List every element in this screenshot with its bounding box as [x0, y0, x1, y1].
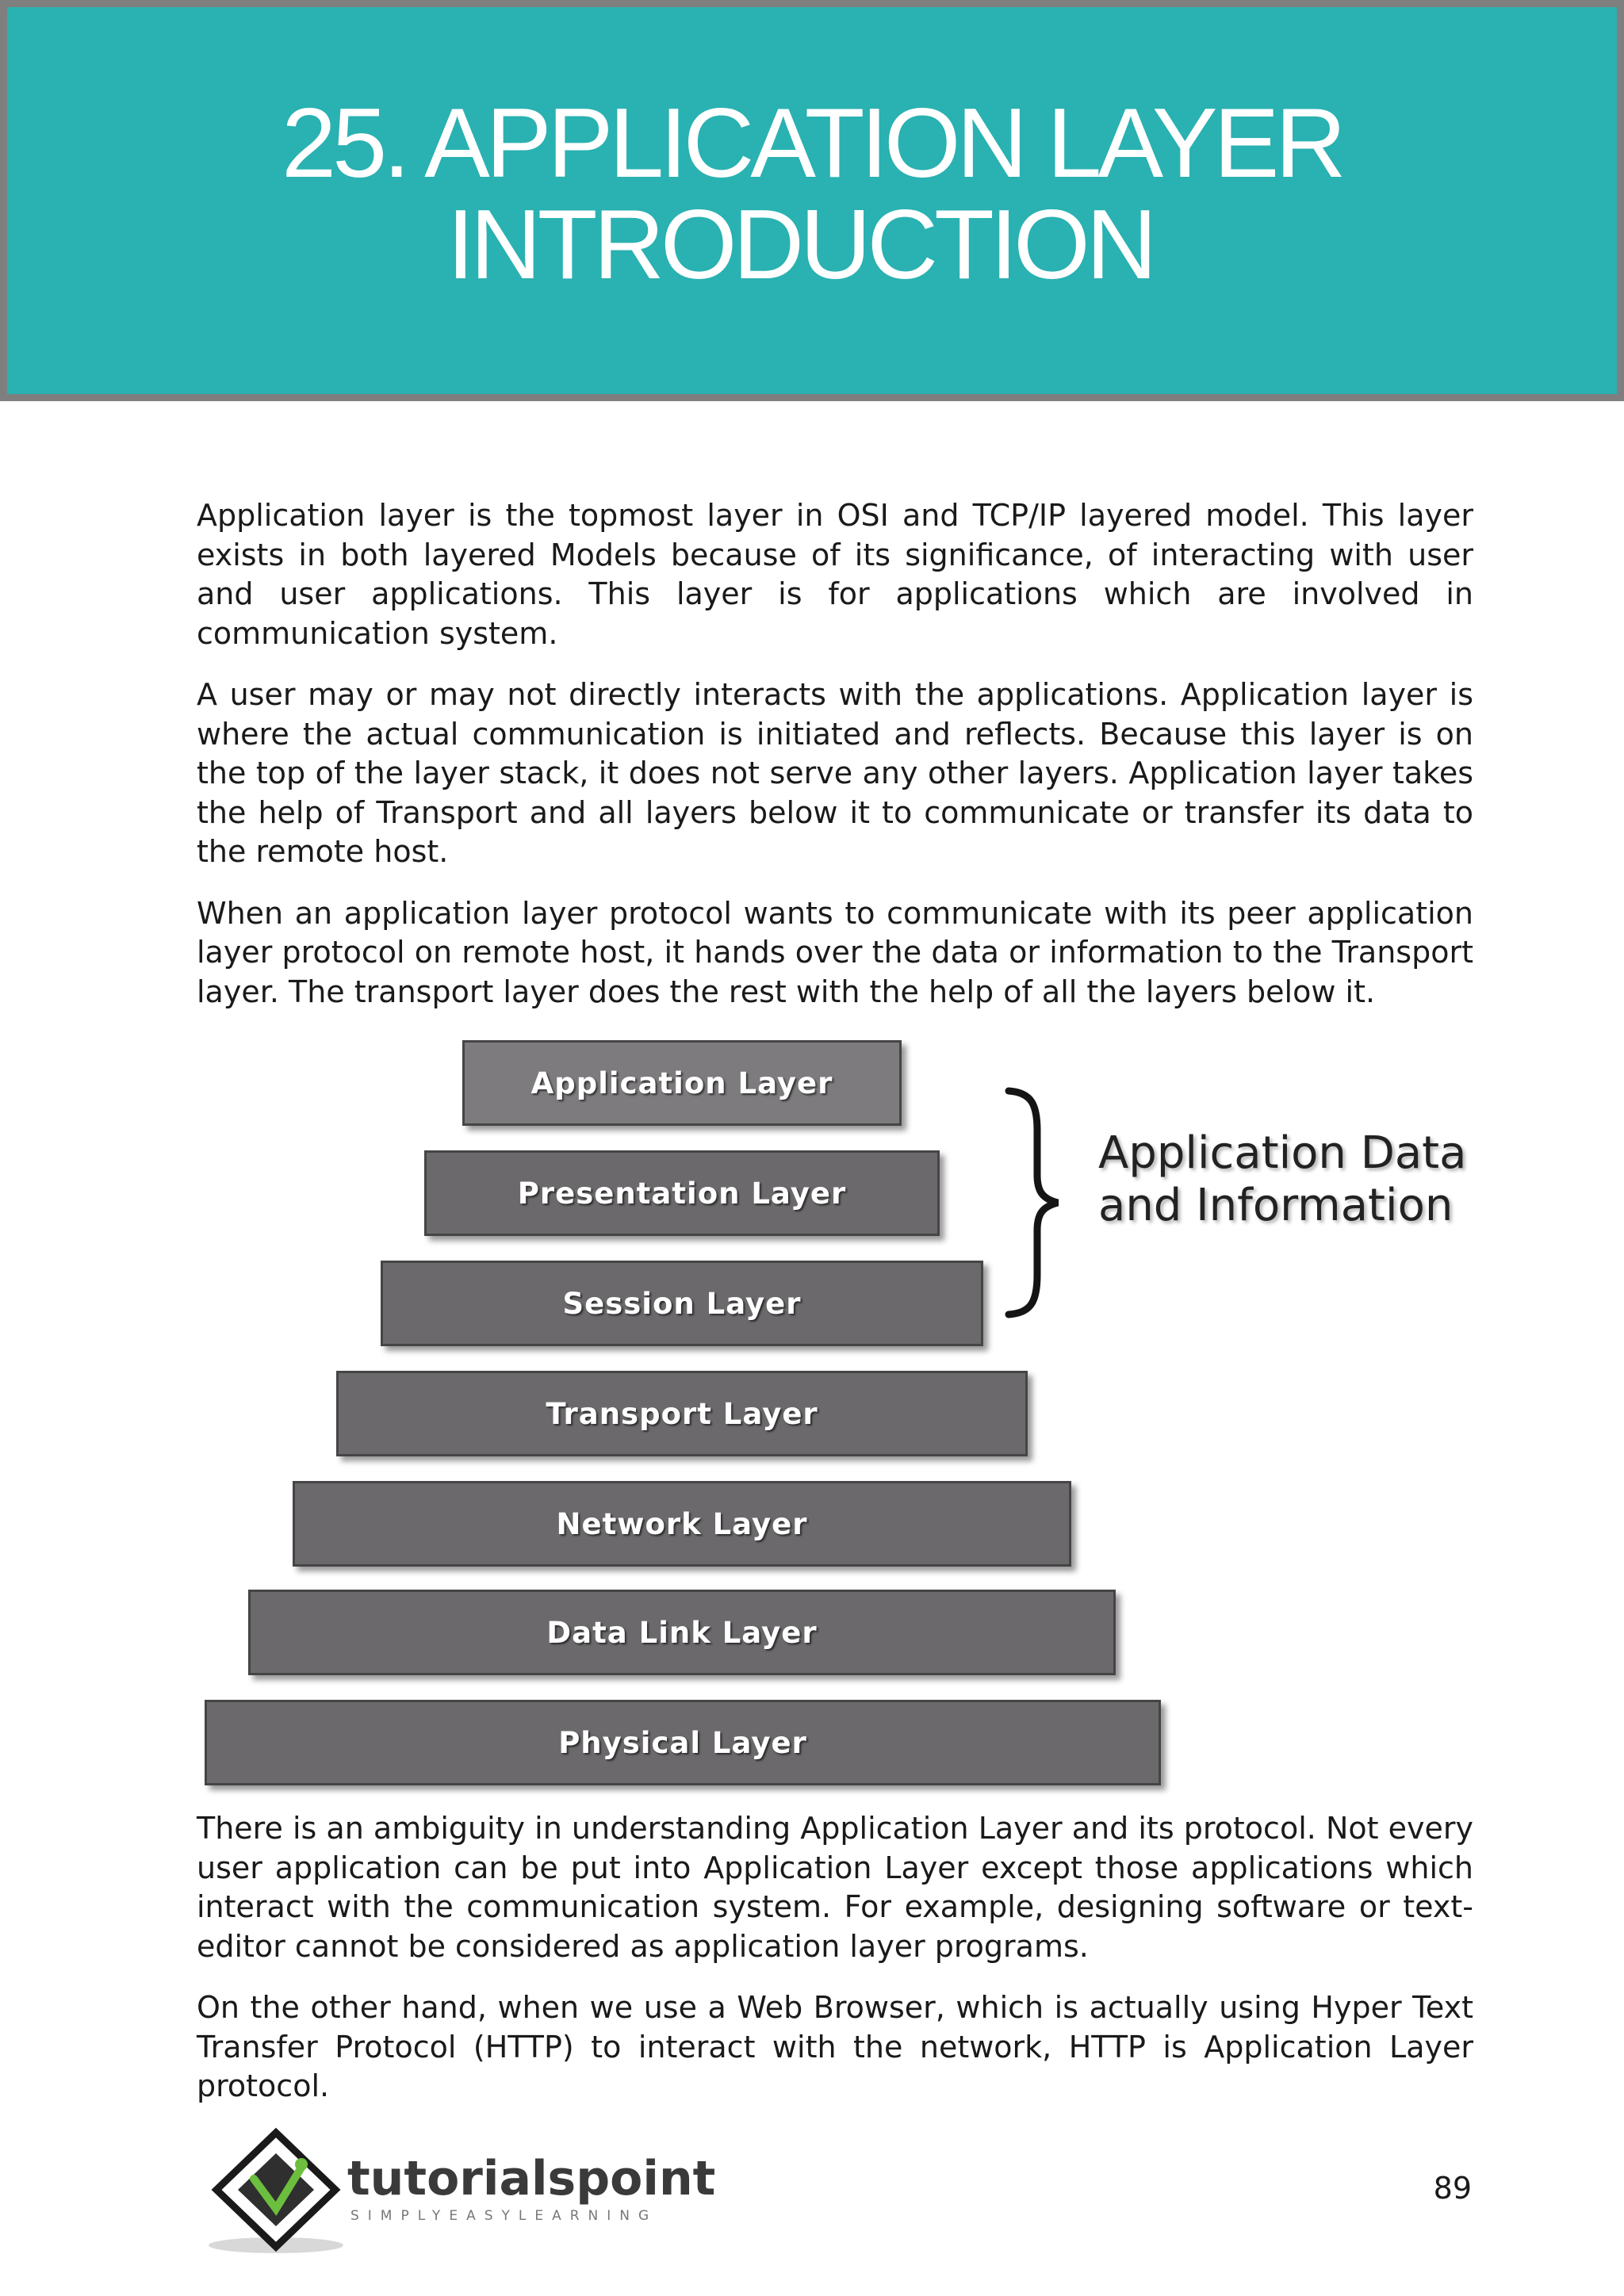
tutorialspoint-logo — [205, 2126, 720, 2253]
annotation-line1: Application Data — [1098, 1127, 1467, 1179]
application-layer-box — [462, 1040, 902, 1126]
paragraph: There is an ambiguity in understanding Application Layer and its protocol. Not every user application can be put into Application Layer except those applications which interact with the communication system. For example, designing software or text-editor cannot be considered as application layer programs. — [197, 1811, 1473, 1964]
intro-text — [197, 496, 1473, 1034]
logo-tagline: SIMPLYEASYLEARNING — [350, 2208, 658, 2224]
curly-brace-icon — [998, 1080, 1069, 1326]
layer-label: Presentation Layer — [517, 1176, 847, 1211]
transport-layer-box — [336, 1371, 1028, 1456]
page-number: 89 — [1433, 2171, 1472, 2206]
session-layer-box — [381, 1261, 983, 1346]
paragraph: Application layer is the topmost layer in OSI and TCP/IP layered model. This layer exists in both layered Models because of its significance, of interacting with user and user applications. This layer is for applications which are involved in communication system. — [197, 498, 1473, 651]
network-layer-box — [293, 1481, 1071, 1567]
layer-label: Transport Layer — [546, 1396, 818, 1431]
layer-label: Physical Layer — [558, 1725, 807, 1760]
paragraph: When an application layer protocol wants to communicate with its peer application layer protocol on remote host, it hands over the data or information to the Transport layer. The transport layer does the rest with the help of all the layers below it. — [197, 895, 1473, 1009]
data-link-layer-box — [248, 1590, 1116, 1675]
layer-label: Session Layer — [562, 1286, 802, 1321]
physical-layer-box — [205, 1700, 1161, 1785]
chapter-title-line1: 25. APPLICATION LAYER — [282, 89, 1342, 198]
presentation-layer-box — [424, 1150, 940, 1236]
paragraph: On the other hand, when we use a Web Browser, which is actually using Hyper Text Transfer Protocol (HTTP) to interact with the network, HTTP is Application Layer protocol. — [197, 1990, 1473, 2103]
chapter-title-line2: INTRODUCTION — [446, 190, 1154, 300]
logo-wordmark: tutorialspoint — [347, 2151, 716, 2206]
annotation-line2: and Information — [1098, 1180, 1454, 1231]
layer-label: Application Layer — [530, 1066, 833, 1100]
diagram-annotation — [1098, 1127, 1466, 1232]
chapter-banner — [0, 0, 1624, 401]
layer-label: Network Layer — [556, 1506, 808, 1541]
closing-text — [197, 1809, 1473, 2129]
layer-label: Data Link Layer — [546, 1615, 818, 1650]
paragraph: A user may or may not directly interacts with the applications. Application layer is where the actual communication is initiated and reflects. Because this layer is on the top of the layer stack, it does not serve any other layers. Application layer takes the help of Transport and all layers below it to communicate or transfer its data to the remote host. — [197, 677, 1473, 869]
